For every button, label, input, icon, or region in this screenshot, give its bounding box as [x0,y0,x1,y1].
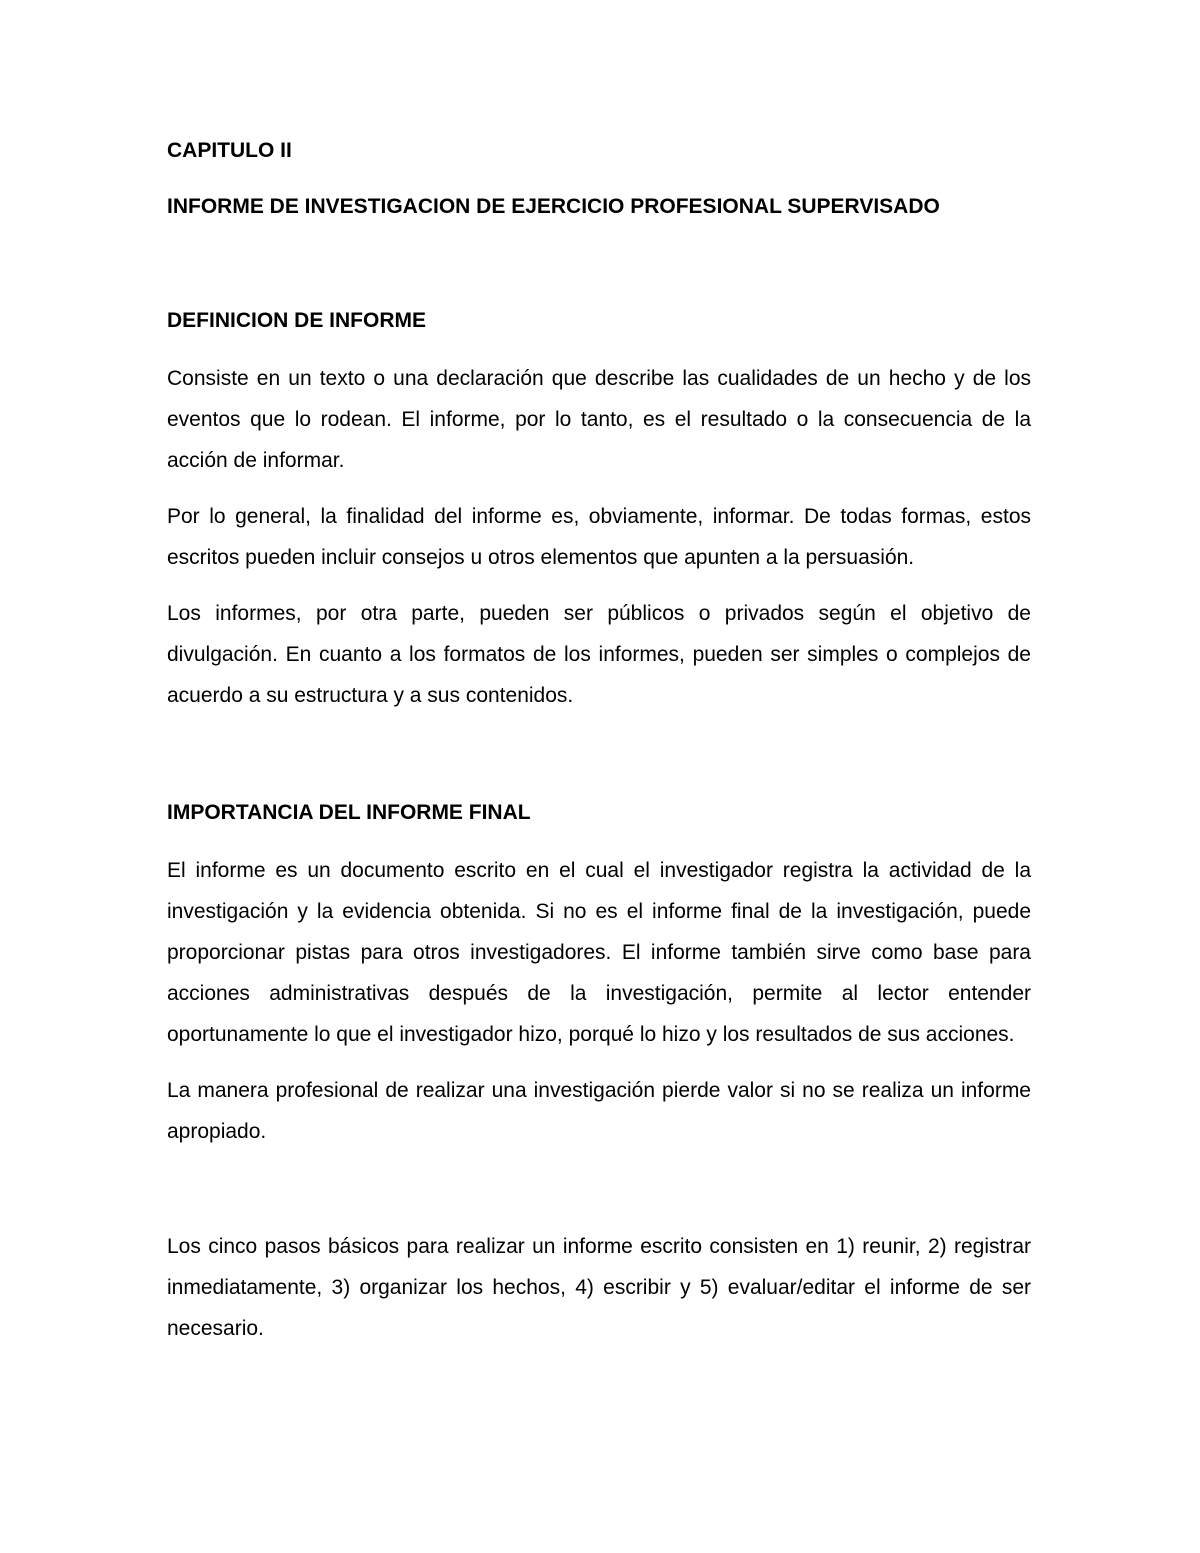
paragraph: Consiste en un texto o una declaración que describe las cualidades de un hecho y de los eventos que lo rodean. El informe, por lo tanto, es el resultado o la consecuencia de la acción de informar. [167,367,1031,472]
paragraph: El informe es un documento escrito en el cual el investigador registra la actividad de la investigación y la evidencia obtenida. Si no es el informe final de la investigación, puede proporcionar pistas para otros investigadores. El informe también sirve como base para acciones administrativas después de la investigación, permite al lector entender oportunamente lo que el investigador hizo, porqué lo hizo y los resultados de sus acciones. [167,859,1031,1046]
paragraph: La manera profesional de realizar una investigación pierde valor si no se realiza un informe apropiado. [167,1079,1031,1143]
section-heading-definicion: DEFINICION DE INFORME [167,309,427,332]
document-body [167,136,1031,1349]
section-heading-importancia: IMPORTANCIA DEL INFORME FINAL [167,801,531,824]
document-title: INFORME DE INVESTIGACION DE EJERCICIO PROFESIONAL SUPERVISADO [167,195,940,218]
chapter-heading: CAPITULO II [167,139,292,162]
paragraph: Los informes, por otra parte, pueden ser públicos o privados según el objetivo de divulgación. En cuanto a los formatos de los informes, pueden ser simples o complejos de acuerdo a su estructura y a sus contenidos. [167,602,1031,707]
paragraph: Por lo general, la finalidad del informe es, obviamente, informar. De todas formas, estos escritos pueden incluir consejos u otros elementos que apunten a la persuasión. [167,505,1031,569]
paragraph: Los cinco pasos básicos para realizar un informe escrito consisten en 1) reunir, 2) registrar inmediatamente, 3) organizar los hechos, 4) escribir y 5) evaluar/editar el informe de ser necesario. [167,1235,1031,1340]
